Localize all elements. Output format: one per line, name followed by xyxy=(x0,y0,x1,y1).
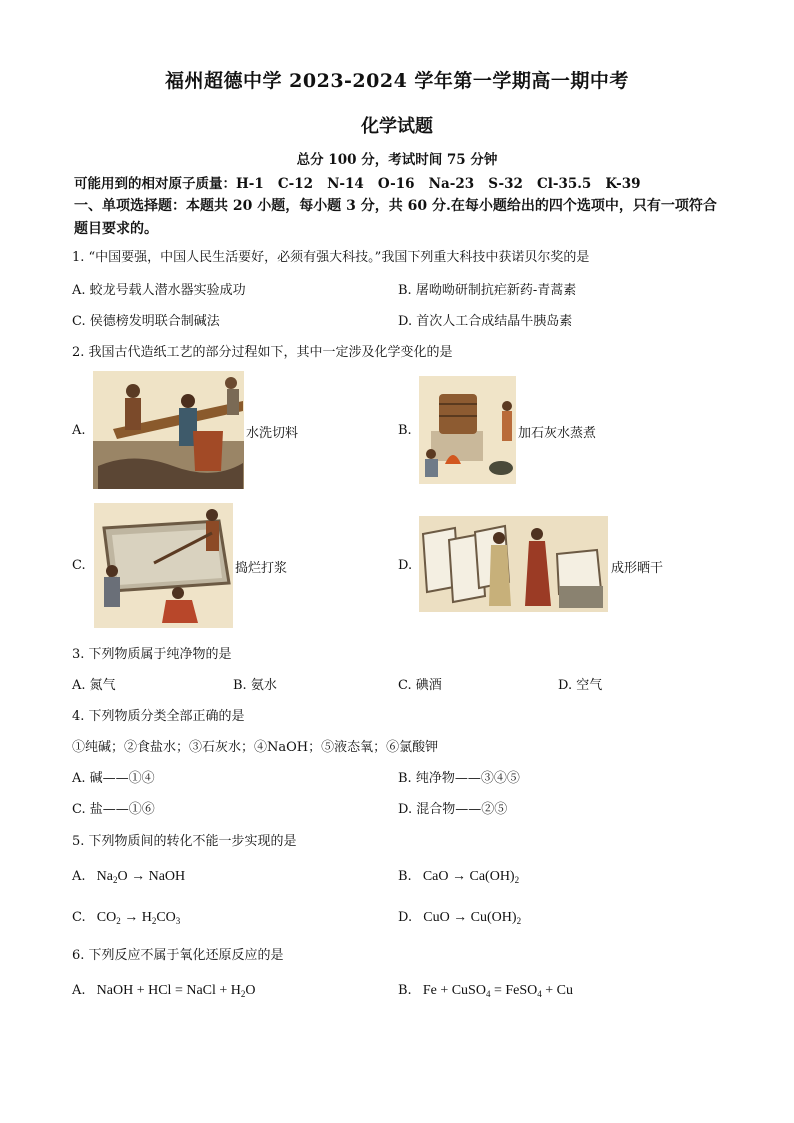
q5-option-c-formula: $CO_2 \to H_2CO_3$ xyxy=(89,910,181,926)
q5-option-b-letter: B. xyxy=(398,869,412,884)
exam-title: 福州超德中学 2023-2024 学年第一学期高一期中考 xyxy=(165,70,629,92)
q2-option-a-text: 水洗切料 xyxy=(246,426,299,441)
lime-boiling-illustration xyxy=(419,376,516,484)
q4-option-c: C. 盐——①⑥ xyxy=(72,802,155,817)
q6-option-b-letter: B. xyxy=(398,983,412,998)
q2-option-b-text: 加石灰水蒸煮 xyxy=(518,426,597,441)
q2-option-b-letter: B. xyxy=(398,423,412,438)
q5-option-b xyxy=(398,868,519,889)
q4-option-a: A. 碱——①④ xyxy=(72,771,155,786)
drying-illustration xyxy=(419,516,608,612)
q5-option-d xyxy=(398,909,521,930)
q5-option-a-letter: A. xyxy=(72,869,86,884)
q1-stem: 1. “中国要强，中国人民生活要好，必须有强大科技。”我国下列重大科技中获诺贝尔奖的是 xyxy=(72,250,590,265)
q5-option-b-formula: CaO → $Ca(OH)_2$ xyxy=(415,869,520,885)
q3-option-d: D. 空气 xyxy=(558,678,603,693)
atomic-masses: 可能用到的相对原子质量：H-1 C-12 N-14 O-16 Na-23 S-32 Cl-35.5 K-39 xyxy=(74,176,641,192)
q5-option-a-formula: $Na_2O$ → NaOH xyxy=(89,869,186,885)
q4-stem: 4. 下列物质分类全部正确的是 xyxy=(72,709,245,724)
exam-meta: 总分 100 分，考试时间 75 分钟 xyxy=(296,152,498,168)
washing-cutting-illustration xyxy=(93,371,244,489)
section-heading: 一、单项选择题：本题共 20 小题，每小题 3 分，共 60 分.在每小题给出的四个选项中，只有一项符合题目要求的。 xyxy=(74,198,717,237)
q2-option-d-letter: D. xyxy=(398,558,413,573)
q6-stem: 6. 下列反应不属于氧化还原反应的是 xyxy=(72,948,284,963)
q2-option-a-letter: A. xyxy=(72,423,86,438)
exam-subject: 化学试题 xyxy=(361,116,433,137)
q3-option-a: A. 氮气 xyxy=(72,678,116,693)
pulping-illustration xyxy=(94,503,233,628)
q5-option-d-letter: D. xyxy=(398,910,413,925)
q5-option-c-letter: C. xyxy=(72,910,86,925)
q6-option-a-letter: A. xyxy=(72,983,86,998)
q1-option-b: B. 屠呦呦研制抗疟新药-青蒿素 xyxy=(398,283,577,298)
q4-items: ①纯碱；②食盐水；③石灰水；④NaOH；⑤液态氧；⑥氯酸钾 xyxy=(72,740,439,755)
q6-option-a-formula: NaOH + HCl = NaCl + $H_2O$ xyxy=(89,983,256,999)
q5-stem: 5. 下列物质间的转化不能一步实现的是 xyxy=(72,834,297,849)
q3-option-b: B. 氨水 xyxy=(233,678,277,693)
q3-stem: 3. 下列物质属于纯净物的是 xyxy=(72,647,232,662)
q1-option-a: A. 蛟龙号载人潜水器实验成功 xyxy=(72,283,246,298)
q2-option-c-text: 捣烂打浆 xyxy=(235,561,288,576)
q1-option-d: D. 首次人工合成结晶牛胰岛素 xyxy=(398,314,573,329)
q5-option-c xyxy=(72,909,180,930)
q4-option-b: B. 纯净物——③④⑤ xyxy=(398,771,520,786)
q2-stem: 2. 我国古代造纸工艺的部分过程如下，其中一定涉及化学变化的是 xyxy=(72,345,453,360)
q2-option-d-text: 成形晒干 xyxy=(611,561,664,576)
q6-option-a xyxy=(72,982,256,1003)
q3-option-c: C. 碘酒 xyxy=(398,678,442,693)
q1-option-c: C. 侯德榜发明联合制碱法 xyxy=(72,314,220,329)
q5-option-a xyxy=(72,868,185,889)
q5-option-d-formula: CuO → $Cu(OH)_2$ xyxy=(416,910,522,926)
q6-option-b xyxy=(398,982,573,1003)
q2-option-c-letter: C. xyxy=(72,558,86,573)
q6-option-b-formula: Fe + CuSO$_4$ = FeSO$_4$ + Cu xyxy=(415,983,573,999)
q4-option-d: D. 混合物——②⑤ xyxy=(398,802,508,817)
